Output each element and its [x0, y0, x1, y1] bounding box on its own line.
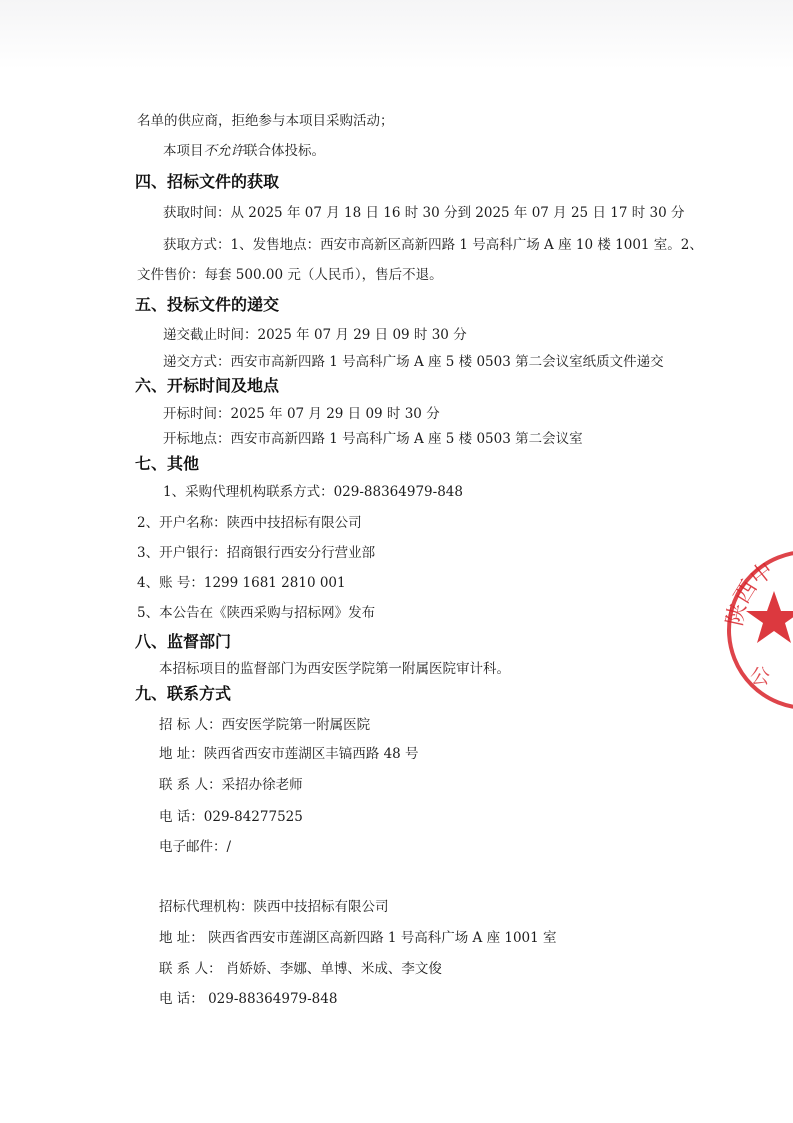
heading-other: 七、其他 — [135, 454, 200, 473]
text-tenderer-contact: 联 系 人：采招办徐老师 — [159, 777, 303, 793]
heading-contact: 九、联系方式 — [135, 684, 232, 703]
text-not-allowed: 不允许 — [203, 143, 244, 159]
text-tenderer-address: 地 址：陕西省西安市莲湖区丰镐西路 48 号 — [159, 746, 419, 762]
text-account-number: 4、账 号：1299 1681 2810 001 — [137, 575, 346, 591]
text-opening-time: 开标时间：2025 年 07 月 29 日 09 时 30 分 — [163, 406, 440, 422]
text-submission-deadline: 递交截止时间：2025 年 07 月 29 日 09 时 30 分 — [163, 327, 467, 343]
heading-bid-submission: 五、投标文件的递交 — [135, 295, 280, 314]
text-agency-phone: 电 话： 029-88364979-848 — [159, 991, 338, 1007]
text-tenderer: 招 标 人：西安医学院第一附属医院 — [159, 717, 371, 733]
text-agency-name: 招标代理机构：陕西中技招标有限公司 — [159, 899, 389, 915]
text-supervision: 本招标项目的监督部门为西安医学院第一附属医院审计科。 — [159, 661, 510, 677]
text-account-bank: 3、开户银行：招商银行西安分行营业部 — [137, 545, 376, 561]
text-line-eligibility: 名单的供应商，拒绝参与本项目采购活动； — [137, 113, 394, 129]
scan-shading — [0, 0, 793, 70]
seal-text-top: 陕西中 — [722, 557, 779, 629]
text-submission-method: 递交方式：西安市高新四路 1 号高科广场 A 座 5 楼 0503 第二会议室纸质文件递交 — [163, 354, 664, 370]
text-document-price: 文件售价：每套 500.00 元（人民币），售后不退。 — [137, 267, 443, 283]
company-seal-icon — [722, 545, 793, 715]
text-agency-contact: 1、采购代理机构联系方式：029-88364979-848 — [163, 484, 463, 500]
heading-supervision: 八、监督部门 — [135, 632, 232, 651]
text-line-consortium — [163, 142, 325, 160]
heading-doc-acquisition: 四、招标文件的获取 — [135, 172, 280, 191]
text-opening-place: 开标地点：西安市高新四路 1 号高科广场 A 座 5 楼 0503 第二会议室 — [163, 431, 583, 447]
seal-text-bottom: 公 — [750, 664, 770, 688]
text-tenderer-phone: 电 话：029-84277525 — [159, 809, 303, 825]
text-account-name: 2、开户名称：陕西中技招标有限公司 — [137, 515, 362, 531]
text-publication: 5、本公告在《陕西采购与招标网》发布 — [137, 605, 376, 621]
heading-opening: 六、开标时间及地点 — [135, 376, 280, 395]
text-agency-person: 联 系 人： 肖娇娇、李娜、单博、米成、李文俊 — [159, 961, 442, 977]
text-agency-address: 地 址： 陕西省西安市莲湖区高新四路 1 号高科广场 A 座 1001 室 — [159, 930, 557, 946]
text-tenderer-email: 电子邮件：/ — [159, 839, 232, 855]
text-acquisition-method: 获取方式：1、发售地点：西安市高新区高新四路 1 号高科广场 A 座 10 楼 1001 室。2、 — [163, 237, 703, 253]
text-acquisition-time: 获取时间：从 2025 年 07 月 18 日 16 时 30 分到 2025 年 07 月 25 日 17 时 30 分 — [163, 205, 685, 221]
text-consortium-prefix: 本项目 — [163, 143, 204, 159]
text-consortium-suffix: 联合体投标。 — [244, 143, 325, 159]
